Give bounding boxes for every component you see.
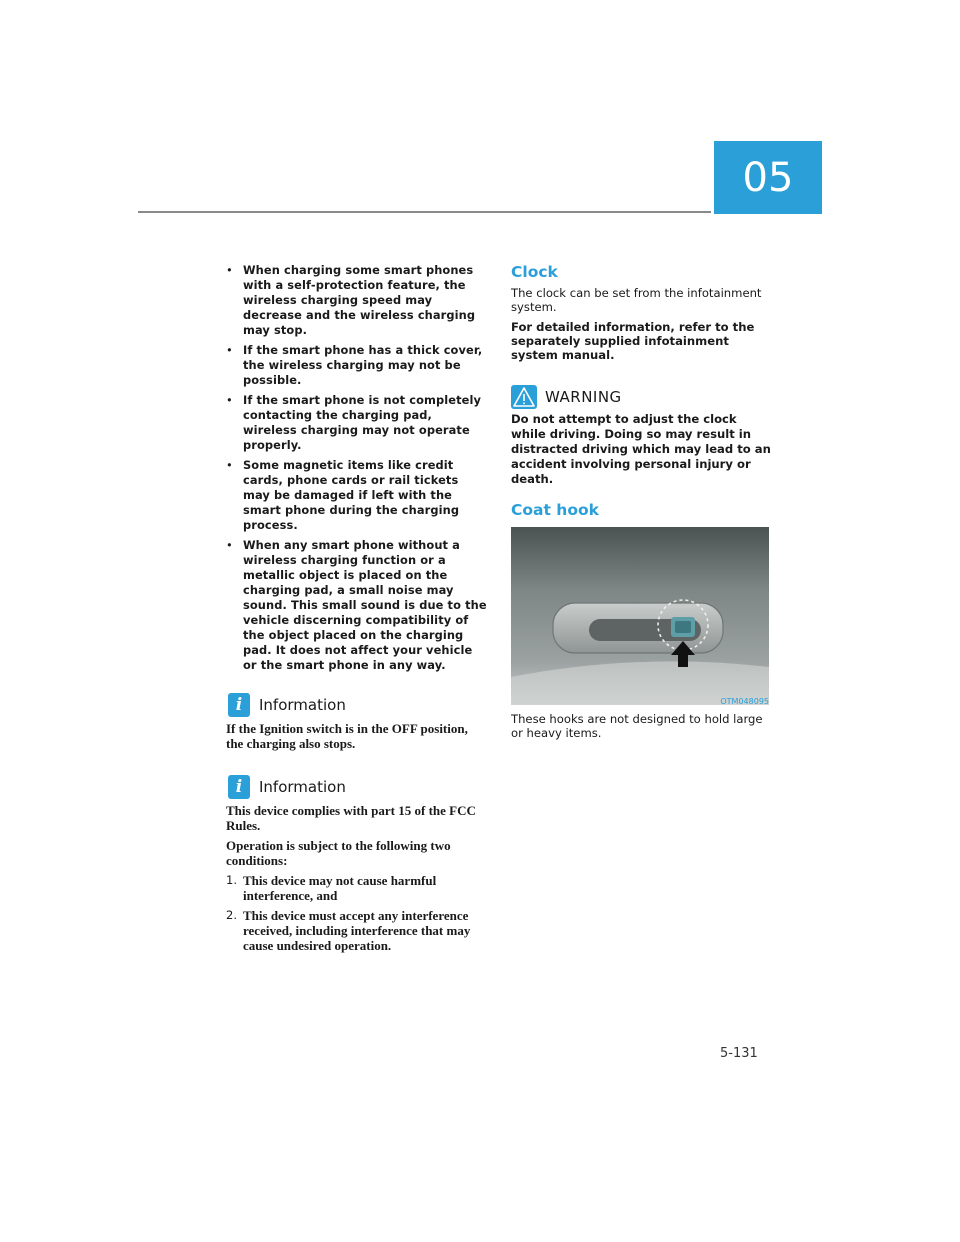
conditions-list: [226, 873, 488, 953]
list-item: • If the smart phone has a thick cover, the wireless charging may not be possible.: [226, 343, 488, 388]
item-number: 2.: [226, 908, 237, 922]
info-heading: [226, 775, 488, 799]
header-rule: [138, 211, 711, 213]
warning-text: Do not attempt to adjust the clock while driving. Doing so may result in distracted driving which may lead to an accident involving personal injury or death.: [511, 412, 771, 486]
charging-notes-list: [226, 263, 488, 673]
list-item: • When any smart phone without a wireless charging function or a metallic object is placed on the charging pad, a small noise may sound. This small sound is due to the vehicle discerning compatibility of the object placed on the charging pad. It does not affect your vehicle or the smart phone in any way.: [226, 538, 488, 673]
warning-heading: [511, 384, 773, 410]
info-title: Information: [259, 778, 346, 796]
coat-hook-caption: These hooks are not designed to hold large or heavy items.: [511, 712, 763, 740]
clock-heading: Clock: [511, 263, 558, 281]
warning-icon: [511, 385, 537, 409]
left-column: [226, 263, 488, 958]
clock-reference: For detailed information, refer to the separately supplied infotainment system manual.: [511, 320, 755, 362]
item-text: This device must accept any interference received, including interference that may cause undesired operation.: [243, 908, 471, 953]
list-item: • Some magnetic items like credit cards, phone cards or rail tickets may be damaged if left with the smart phone during the charging process.: [226, 458, 488, 533]
list-item: • If the smart phone is not completely contacting the charging pad, wireless charging may not operate properly.: [226, 393, 488, 453]
coat-hook-photo: [511, 527, 769, 705]
item-number: 1.: [226, 873, 237, 887]
info-text: If the Ignition switch is in the OFF position, the charging also stops.: [226, 721, 468, 751]
list-item: [226, 873, 488, 903]
warning-title: WARNING: [545, 388, 622, 406]
info-title: Information: [259, 696, 346, 714]
right-column: [511, 263, 773, 524]
chapter-number: 05: [742, 154, 794, 201]
info-body: [226, 721, 488, 751]
information-icon: i: [228, 775, 250, 799]
list-item: • When charging some smart phones with a self-protection feature, the wireless charging speed may decrease and the wireless charging may stop.: [226, 263, 488, 338]
info-heading: [226, 693, 488, 717]
info-text: Operation is subject to the following two conditions:: [226, 838, 451, 868]
image-code: OTM048095: [720, 697, 769, 706]
information-icon: i: [228, 693, 250, 717]
page-number: 5-131: [720, 1046, 758, 1061]
clock-text: The clock can be set from the infotainment system.: [511, 286, 762, 314]
coat-hook-heading: Coat hook: [511, 501, 599, 519]
list-item: [226, 908, 488, 953]
item-text: This device may not cause harmful interference, and: [243, 873, 437, 903]
info-body: [226, 803, 488, 953]
info-text: This device complies with part 15 of the FCC Rules.: [226, 803, 476, 833]
chapter-tab: [714, 141, 822, 214]
